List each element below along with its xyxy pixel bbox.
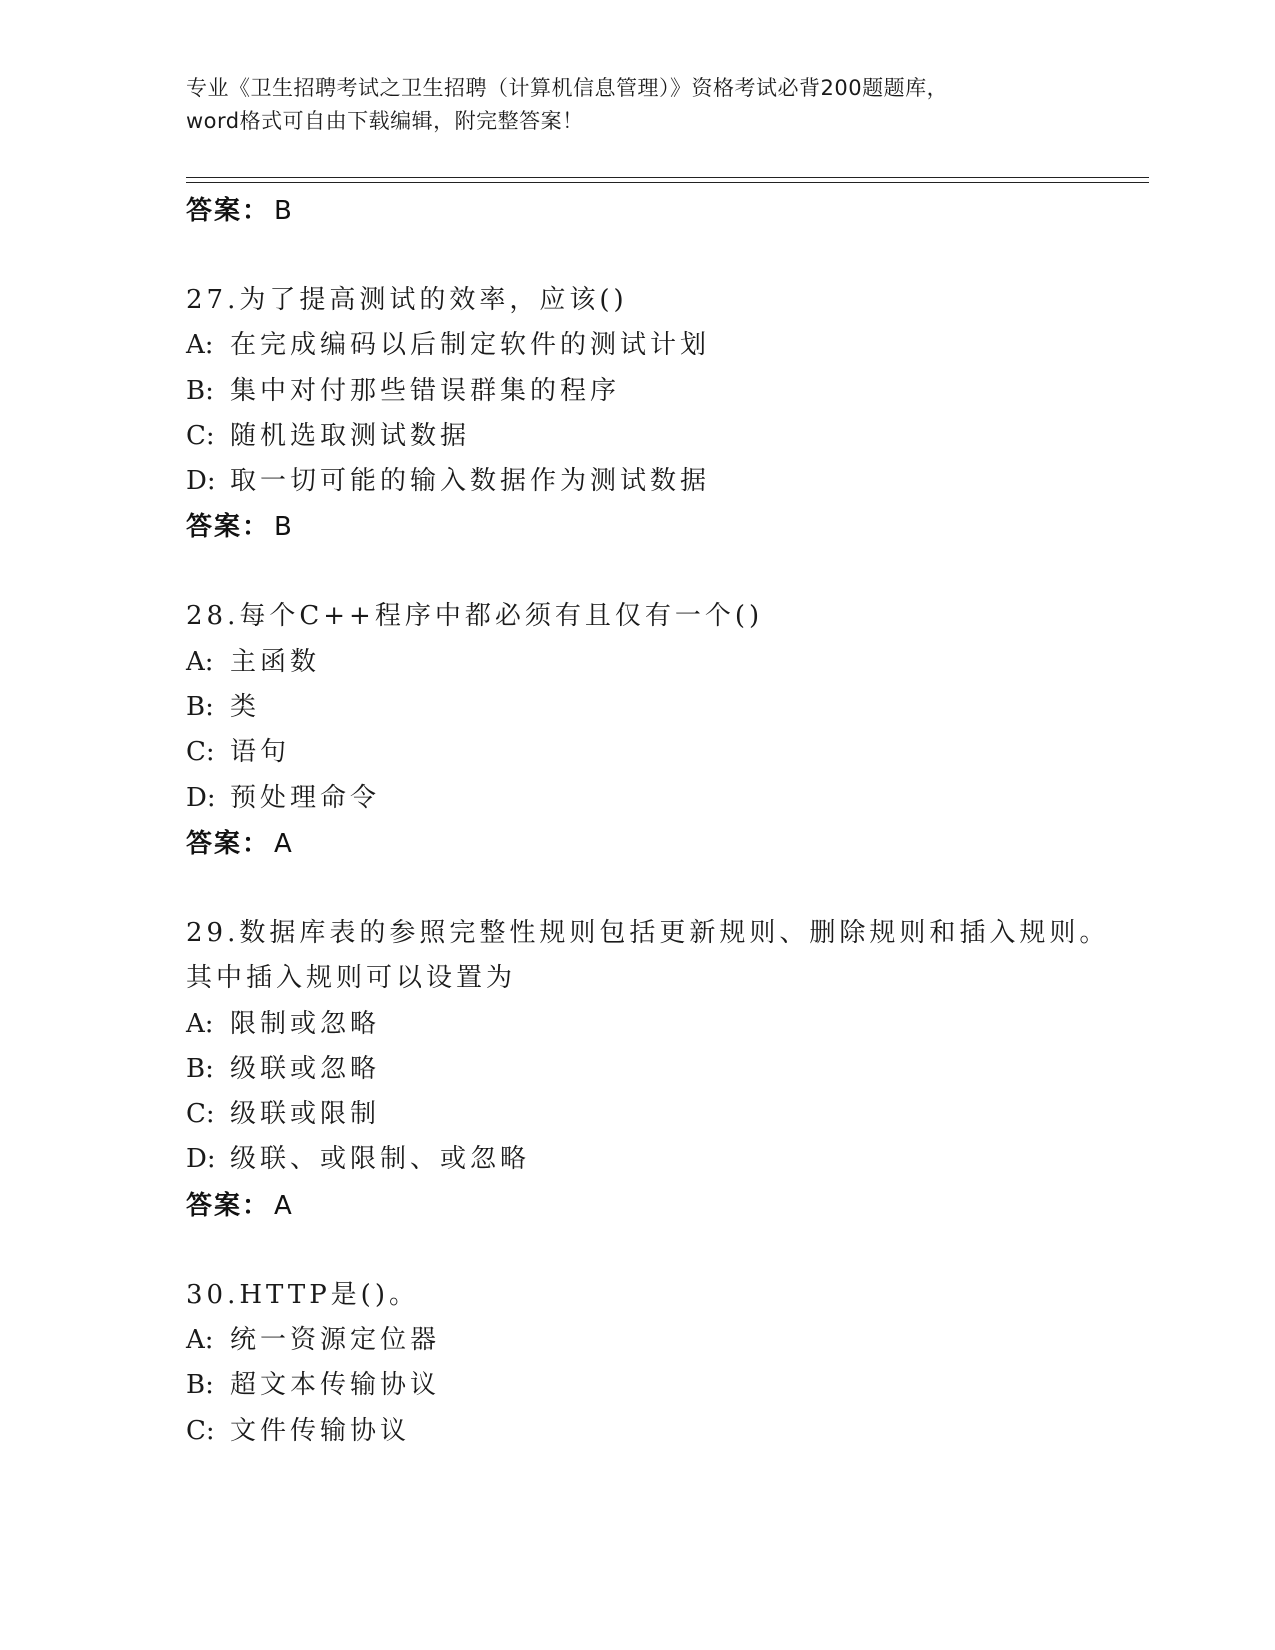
option-letter: C: xyxy=(186,420,215,451)
answer-label: 答案： xyxy=(186,1190,271,1221)
option-text: 超文本传输协议 xyxy=(230,1370,441,1401)
option-letter: A: xyxy=(186,646,214,677)
question-block xyxy=(186,911,1146,1229)
option-text: 集中对付那些错误群集的程序 xyxy=(230,375,621,406)
option-c xyxy=(186,1092,1146,1137)
option-letter: A: xyxy=(186,330,214,361)
answer-label: 答案： xyxy=(186,196,271,226)
option-d xyxy=(186,459,1146,504)
option-text: 级联或限制 xyxy=(230,1099,381,1130)
header-line-2: word格式可自由下载编辑，附完整答案！ xyxy=(186,109,584,133)
option-text: 预处理命令 xyxy=(230,782,381,813)
option-letter: D: xyxy=(186,782,216,813)
answer-label: 答案： xyxy=(186,828,271,859)
option-text: 取一切可能的输入数据作为测试数据 xyxy=(230,466,711,497)
question-block xyxy=(186,1273,1146,1454)
option-letter: B: xyxy=(186,375,214,406)
question-stem: 28.每个C++程序中都必须有且仅有一个() xyxy=(186,601,764,632)
option-letter: D: xyxy=(186,466,216,497)
option-b xyxy=(186,1363,1146,1408)
option-text: 语句 xyxy=(230,737,291,768)
option-text: 类 xyxy=(230,692,261,723)
option-d xyxy=(186,776,1146,821)
option-text: 随机选取测试数据 xyxy=(230,420,471,451)
option-letter: A: xyxy=(186,1008,214,1039)
option-b xyxy=(186,1047,1146,1092)
option-text: 在完成编码以后制定软件的测试计划 xyxy=(230,330,711,361)
question-list xyxy=(186,188,1146,1454)
option-a xyxy=(186,1318,1146,1363)
option-a xyxy=(186,640,1146,685)
header-line-1: 专业《卫生招聘考试之卫生招聘（计算机信息管理）》资格考试必背200题题库， xyxy=(186,76,949,100)
option-letter: B: xyxy=(186,1053,214,1084)
document-header xyxy=(186,72,1086,138)
question-stem: 27.为了提高测试的效率，应该() xyxy=(186,285,628,315)
option-letter: B: xyxy=(186,1370,214,1401)
answer-line xyxy=(186,821,1146,867)
option-text: 级联、或限制、或忽略 xyxy=(230,1144,531,1175)
option-a xyxy=(186,323,1146,368)
question-stem-continued: 其中插入规则可以设置为 xyxy=(186,963,517,994)
option-c xyxy=(186,414,1146,459)
option-c xyxy=(186,730,1146,775)
answer-value: B xyxy=(274,196,292,226)
answer-line xyxy=(186,188,1146,234)
header-divider-bottom xyxy=(186,182,1149,183)
option-d xyxy=(186,1137,1146,1182)
option-text: 统一资源定位器 xyxy=(230,1325,441,1356)
option-text: 限制或忽略 xyxy=(230,1008,381,1039)
option-letter: D: xyxy=(186,1144,216,1175)
option-letter: C: xyxy=(186,737,215,768)
option-text: 级联或忽略 xyxy=(230,1053,381,1084)
option-letter: C: xyxy=(186,1415,215,1446)
answer-value: A xyxy=(274,828,292,859)
answer-label: 答案： xyxy=(186,512,271,543)
answer-line xyxy=(186,1183,1146,1229)
option-letter: A: xyxy=(186,1325,214,1356)
answer-value: B xyxy=(274,512,292,543)
option-a xyxy=(186,1002,1146,1047)
answer-line xyxy=(186,504,1146,550)
option-text: 主函数 xyxy=(230,646,321,677)
option-c xyxy=(186,1409,1146,1454)
option-b xyxy=(186,685,1146,730)
answer-value: A xyxy=(274,1190,292,1221)
question-block xyxy=(186,594,1146,866)
option-text: 文件传输协议 xyxy=(230,1415,411,1446)
question-stem: 30.HTTP是()。 xyxy=(186,1279,419,1310)
option-b xyxy=(186,369,1146,414)
header-divider-top xyxy=(186,177,1149,178)
question-block xyxy=(186,278,1146,550)
question-stem: 29.数据库表的参照完整性规则包括更新规则、删除规则和插入规则。 xyxy=(186,917,1110,948)
option-letter: B: xyxy=(186,692,214,723)
option-letter: C: xyxy=(186,1099,215,1130)
